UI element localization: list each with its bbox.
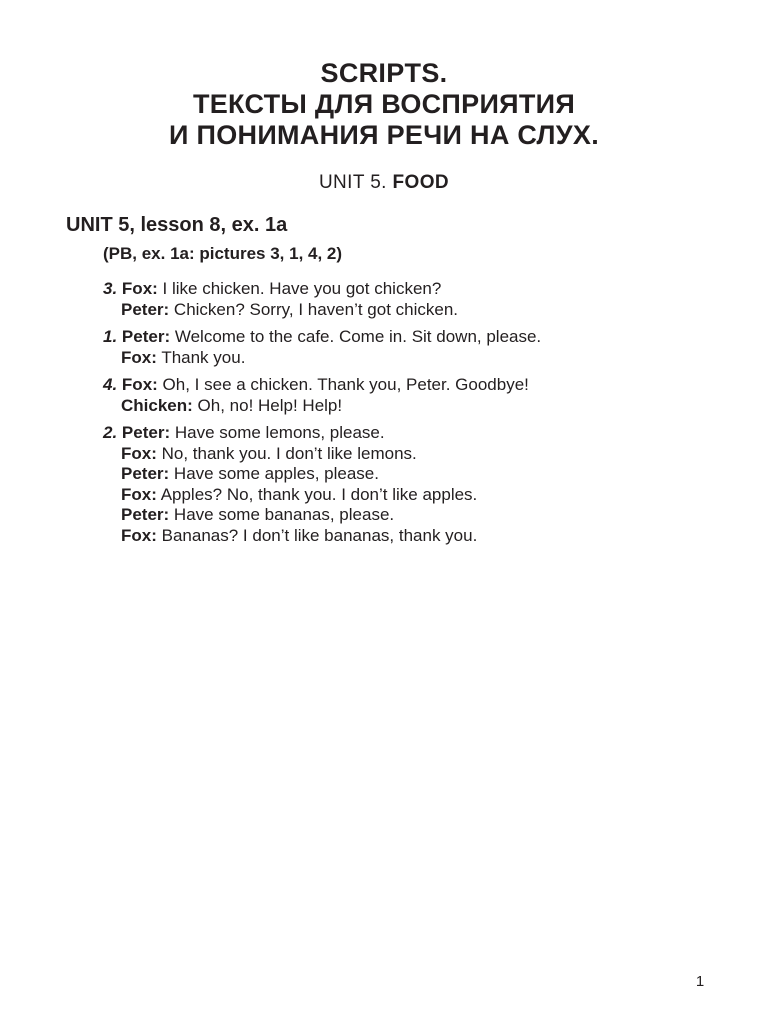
speaker-name: Peter: xyxy=(121,505,170,524)
dialogue-line xyxy=(103,505,723,526)
dialogue-line xyxy=(103,444,723,465)
speaker-name: Chicken: xyxy=(121,395,193,415)
speaker-name: Fox: xyxy=(121,443,157,463)
speech-text: Have some lemons, please. xyxy=(174,423,385,442)
dialogue-block xyxy=(103,423,723,546)
dialogue-block xyxy=(103,327,723,368)
speech-text: No, thank you. I don’t like lemons. xyxy=(161,443,417,463)
dialogue-block xyxy=(103,279,723,320)
dialogue-number: 1. xyxy=(103,327,118,346)
unit-prefix: UNIT 5. xyxy=(318,172,387,193)
page-number: 1 xyxy=(695,973,705,990)
speech-text: Thank you. xyxy=(161,347,246,367)
dialogue-line xyxy=(103,464,723,485)
speech-text: I like chicken. Have you got chicken? xyxy=(162,279,442,298)
speech-text: Have some bananas, please. xyxy=(173,505,395,524)
speech-text: Oh, no! Help! Help! xyxy=(197,395,343,415)
lesson-heading: UNIT 5, lesson 8, ex. 1a xyxy=(66,214,288,236)
unit-name: FOOD xyxy=(392,172,450,193)
dialogue-line xyxy=(103,375,723,396)
speech-text: Oh, I see a chicken. Thank you, Peter. Goodbye! xyxy=(162,375,529,394)
dialogue-line xyxy=(103,485,723,506)
speech-text: Have some apples, please. xyxy=(173,464,379,483)
speaker-name: Fox: xyxy=(121,484,157,504)
dialogue-line xyxy=(103,396,723,417)
speaker-name: Fox: xyxy=(121,375,158,394)
dialogue-number: 3. xyxy=(103,279,118,298)
speaker-name: Fox: xyxy=(121,525,157,545)
dialogue-line xyxy=(103,327,723,348)
speech-text: Bananas? I don’t like bananas, thank you. xyxy=(161,525,478,545)
dialogue-line xyxy=(103,526,723,547)
speaker-name: Fox: xyxy=(121,279,158,298)
speaker-name: Peter: xyxy=(121,327,171,346)
picture-order-note: (PB, ex. 1a: pictures 3, 1, 4, 2) xyxy=(103,244,343,263)
title-line-1: SCRIPTS. xyxy=(320,58,448,88)
speech-text: Welcome to the cafe. Come in. Sit down, please. xyxy=(174,327,542,346)
dialogue-line xyxy=(103,423,723,444)
speech-text: Chicken? Sorry, I haven’t got chicken. xyxy=(173,299,459,319)
speaker-name: Peter: xyxy=(121,299,170,319)
unit-heading xyxy=(0,171,768,195)
dialogue-line xyxy=(103,279,723,300)
page-title xyxy=(0,58,768,151)
dialogue-line xyxy=(103,348,723,369)
title-line-2: ТЕКСТЫ ДЛЯ ВОСПРИЯТИЯ xyxy=(192,89,576,119)
speaker-name: Peter: xyxy=(121,464,170,483)
dialogue-line xyxy=(103,300,723,321)
dialogue-number: 2. xyxy=(103,423,118,442)
dialogue-number: 4. xyxy=(103,375,118,394)
dialogue-list xyxy=(103,279,723,553)
speaker-name: Peter: xyxy=(121,423,171,442)
speech-text: Apples? No, thank you. I don’t like apples. xyxy=(160,484,478,504)
dialogue-block xyxy=(103,375,723,416)
title-line-3: И ПОНИМАНИЯ РЕЧИ НА СЛУХ. xyxy=(169,120,599,150)
speaker-name: Fox: xyxy=(121,347,157,367)
